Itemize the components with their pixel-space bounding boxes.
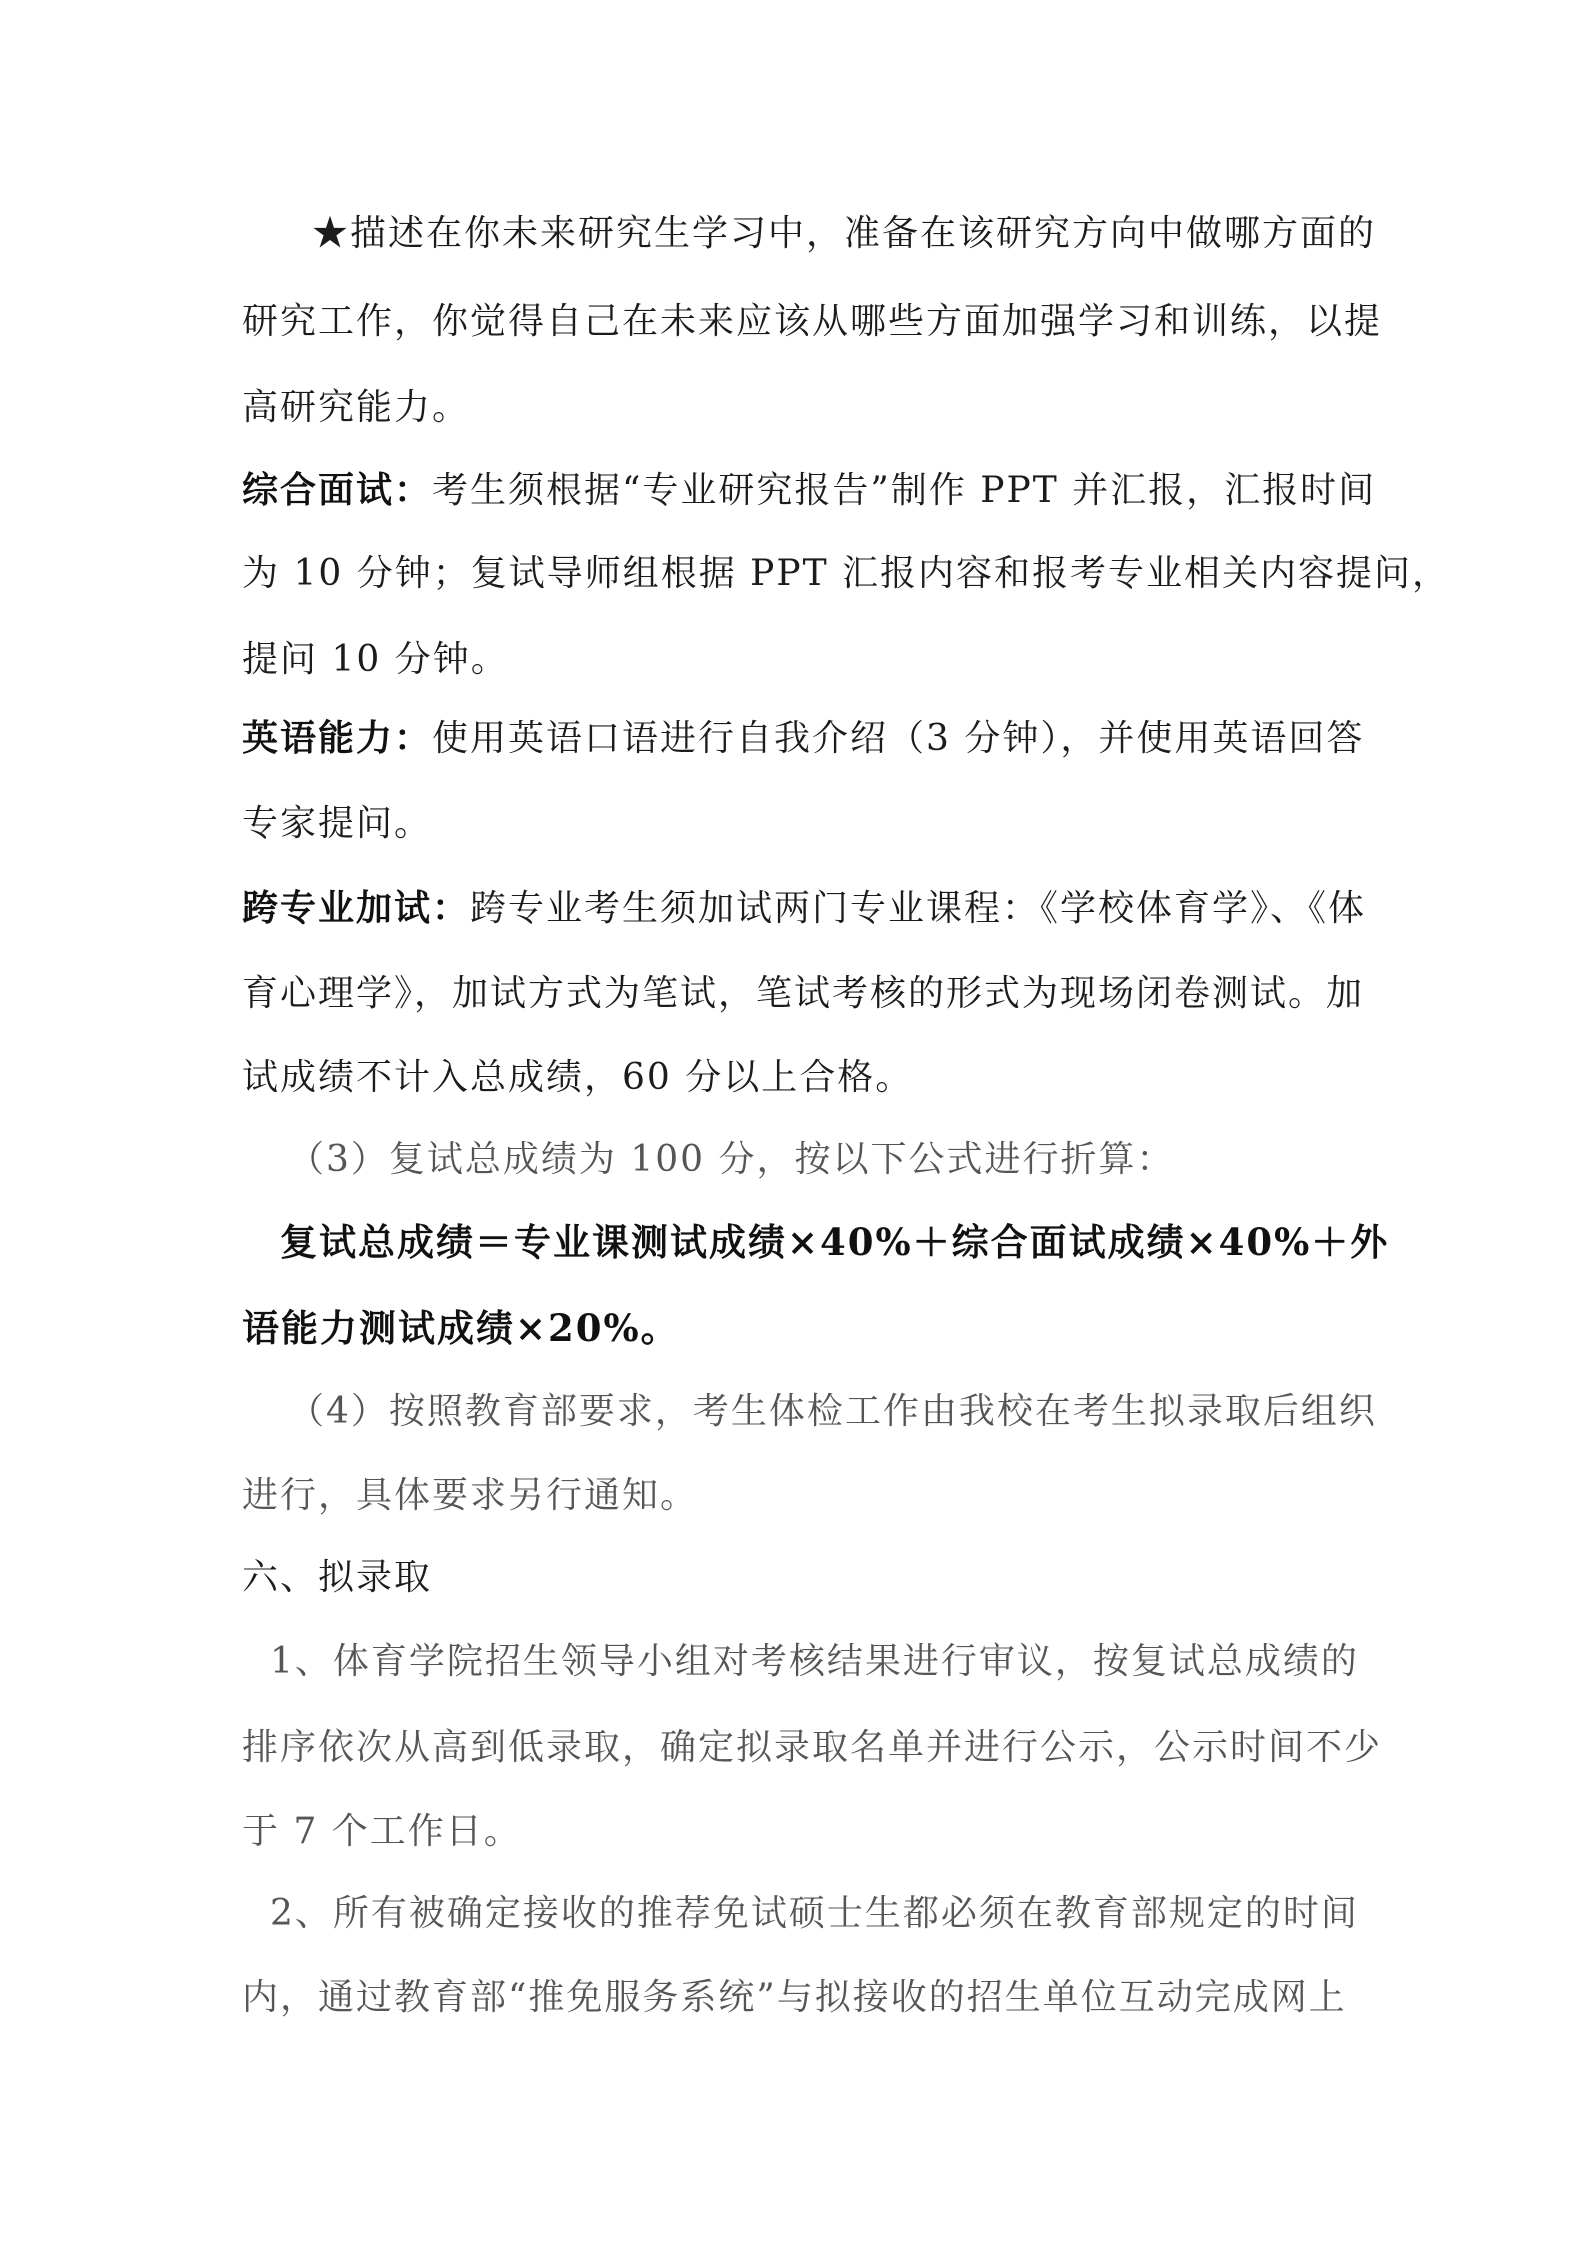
- paragraph-line: ★描述在你未来研究生学习中，准备在该研究方向中做哪方面的: [312, 213, 1377, 254]
- english-line: [242, 716, 1365, 761]
- paragraph-line: 为 10 分钟；复试导师组根据 PPT 汇报内容和报考专业相关内容提问，: [242, 553, 1451, 594]
- formula-line: 复试总成绩＝专业课测试成绩×40%＋综合面试成绩×40%＋外: [280, 1220, 1390, 1264]
- cross-major-line: [242, 886, 1367, 931]
- paragraph-line: 排序依次从高到低录取，确定拟录取名单并进行公示，公示时间不少: [242, 1727, 1383, 1768]
- cross-major-label: 跨专业加试：: [242, 887, 471, 929]
- paragraph-line: 提问 10 分钟。: [242, 639, 509, 680]
- paragraph-line: 于 7 个工作日。: [242, 1811, 522, 1852]
- paragraph-line: 2、所有被确定接收的推荐免试硕士生都必须在教育部规定的时间: [270, 1893, 1359, 1934]
- cross-major-text: 跨专业考生须加试两门专业课程：《学校体育学》、《体: [470, 888, 1367, 929]
- english-label: 英语能力：: [242, 717, 433, 759]
- paragraph-line: 1、体育学院招生领导小组对考核结果进行审议，按复试总成绩的: [270, 1641, 1359, 1682]
- interview-text: 考生须根据“专业研究报告”制作 PPT 并汇报，汇报时间: [432, 470, 1377, 511]
- formula-line: 语能力测试成绩×20%。: [242, 1306, 680, 1350]
- paragraph-line: 内，通过教育部“推免服务系统”与拟接收的招生单位互动完成网上: [242, 1977, 1347, 2018]
- paragraph-line: 育心理学》，加试方式为笔试，笔试考核的形式为现场闭卷测试。加: [242, 973, 1365, 1014]
- paragraph-line: 试成绩不计入总成绩，60 分以上合格。: [242, 1057, 914, 1098]
- paragraph-line: 进行，具体要求另行通知。: [242, 1475, 699, 1516]
- paragraph-line: （3）复试总成绩为 100 分，按以下公式进行折算：: [288, 1139, 1175, 1180]
- interview-label: 综合面试：: [242, 469, 433, 511]
- paragraph-line: （4）按照教育部要求，考生体检工作由我校在考生拟录取后组织: [288, 1391, 1377, 1432]
- paragraph-line: 专家提问。: [242, 803, 433, 844]
- interview-line: [242, 468, 1377, 513]
- english-text: 使用英语口语进行自我介绍（3 分钟），并使用英语回答: [432, 718, 1365, 759]
- section-heading: 六、拟录取: [242, 1557, 433, 1598]
- paragraph-line: 高研究能力。: [242, 387, 471, 428]
- paragraph-line: 研究工作，你觉得自己在未来应该从哪些方面加强学习和训练，以提: [242, 301, 1383, 342]
